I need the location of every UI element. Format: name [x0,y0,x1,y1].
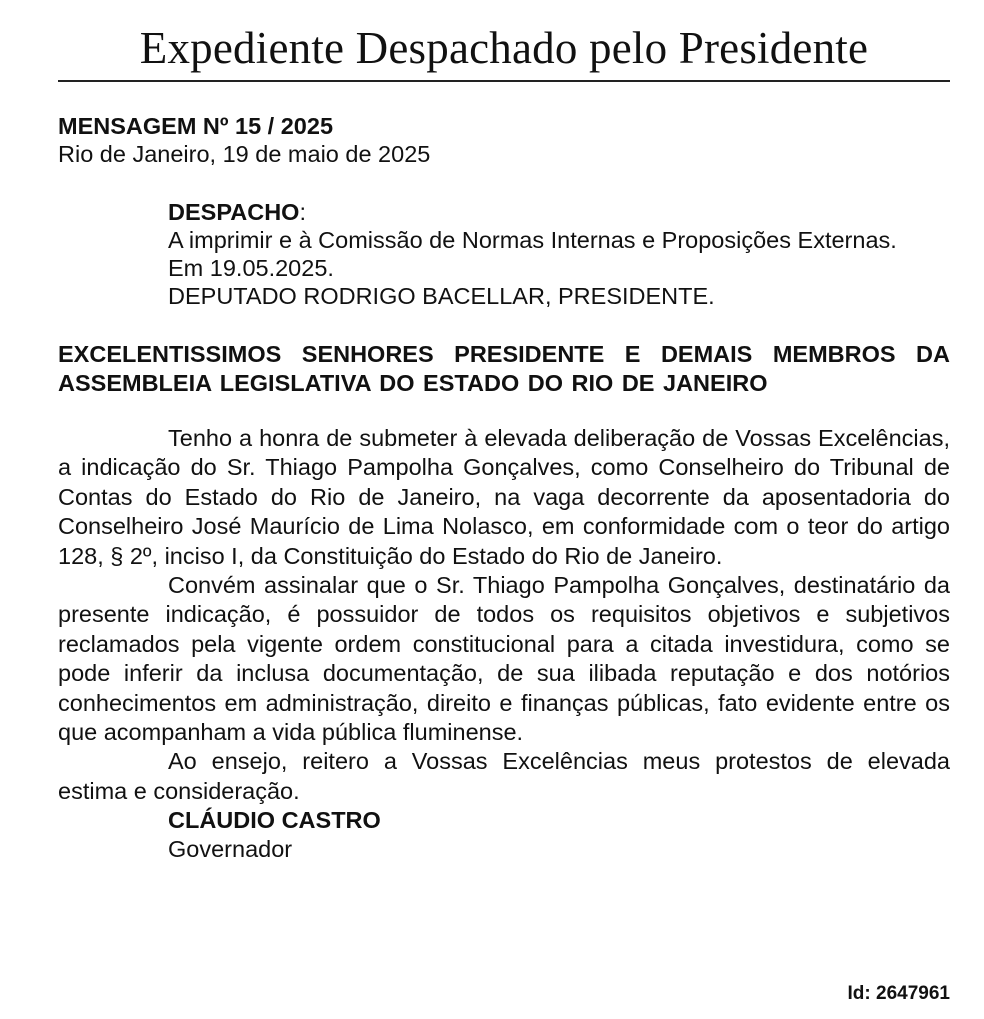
message-number: MENSAGEM Nº 15 / 2025 [58,113,334,139]
despacho-instruction: A imprimir e à Comissão de Normas Internas e Proposições Externas. [168,227,897,253]
body-paragraph: Convém assinalar que o Sr. Thiago Pampolha Gonçalves, destinatário da presente indicação, é possuidor de todos os requisitos objetivos e subjetivos reclamados pela vigente ordem constitucional para a citada investidura, como se pode inferir da inclusa documentação, de sua ilibada reputação e dos notórios conhecimentos em administração, direito e finanças públicas, fato evidente entre os que acompanham a vida pública fluminense. [58,572,950,746]
section-title: Expediente Despachado pelo Presidente [139,23,869,73]
despacho-block [168,198,950,310]
message-place-date: Rio de Janeiro, 19 de maio de 2025 [58,141,431,167]
despacho-label: DESPACHO [168,199,300,225]
body-paragraph: Ao ensejo, reitero a Vossas Excelências meus protestos de elevada estima e consideração. [58,748,950,804]
despacho-signatory: DEPUTADO RODRIGO BACELLAR, PRESIDENTE. [168,283,715,309]
signatory-role: Governador [168,836,293,863]
signatory-name: CLÁUDIO CASTRO [168,807,381,834]
message-body [58,424,950,806]
despacho-date: Em 19.05.2025. [168,255,334,281]
document-page [58,20,950,864]
title-divider [58,80,950,82]
addressee-heading: EXCELENTISSIMOS SENHORES PRESIDENTE E DEMAIS MEMBROS DA ASSEMBLEIA LEGISLATIVA DO ESTADO DO RIO DE JANEIRO [58,341,950,396]
document-id: Id: 2647961 [847,983,950,1004]
message-header [58,112,950,168]
body-paragraph: Tenho a honra de submeter à elevada deliberação de Vossas Excelências, a indicação do Sr. Thiago Pampolha Gonçalves, como Conselheiro do Tribunal de Contas do Estado do Rio de Janeiro, na vaga decorrente da aposentadoria do Conselheiro José Maurício de Lima Nolasco, em conformidade com o teor do artigo 128, § 2º, inciso I, da Constituição do Estado do Rio de Janeiro. [58,425,950,569]
signature-block [168,806,950,864]
despacho-colon: : [299,199,306,225]
